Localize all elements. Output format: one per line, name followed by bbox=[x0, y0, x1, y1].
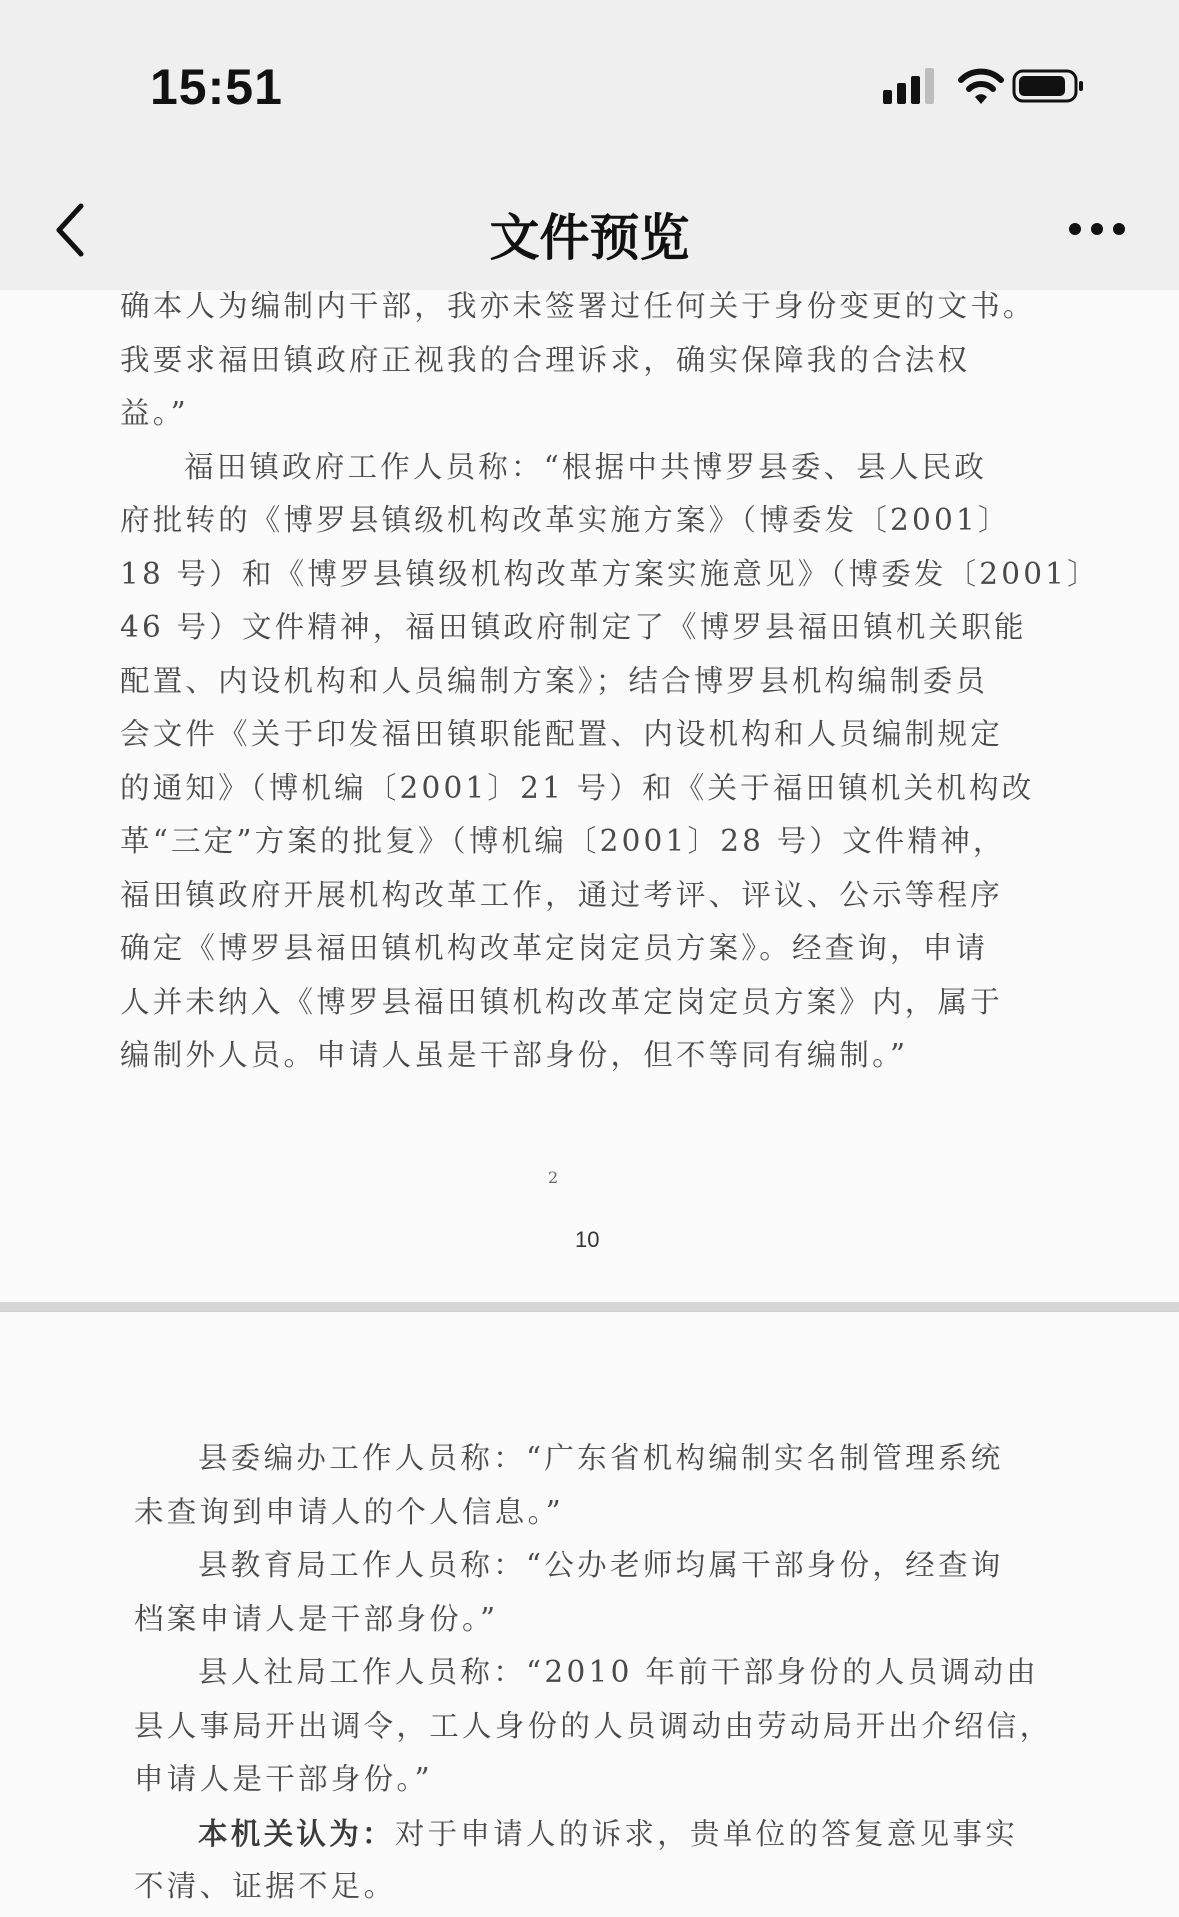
text-line: 申请人是干部身份。” bbox=[134, 1762, 433, 1796]
conclusion-line bbox=[134, 1807, 1052, 1861]
page-divider bbox=[0, 1302, 1179, 1312]
text-line: 46 号）文件精神，福田镇政府制定了《博罗县福田镇机关职能 bbox=[120, 610, 1027, 644]
text-line: 福田镇政府开展机构改革工作，通过考评、评议、公示等程序 bbox=[120, 877, 1003, 912]
text-line: 编制外人员。申请人虽是干部身份，但不等同有编制。” bbox=[120, 1038, 909, 1072]
battery-icon bbox=[1014, 71, 1083, 101]
text-line: 会文件《关于印发福田镇职能配置、内设机构和人员编制规定 bbox=[120, 717, 1003, 751]
text-line: 县委编办工作人员称：“广东省机构编制实名制管理系统 bbox=[198, 1441, 1004, 1475]
conclusion-text: 对于申请人的诉求，贵单位的答复意见事实 bbox=[394, 1816, 1019, 1851]
page-footer-small: 2 bbox=[548, 1168, 559, 1187]
text-line: 县教育局工作人员称：“公办老师均属干部身份，经查询 bbox=[198, 1548, 1004, 1582]
text-line: 确定《博罗县福田镇机构改革定岗定员方案》。经查询，申请 bbox=[120, 931, 989, 965]
status-time: 15:51 bbox=[150, 59, 283, 115]
document-page bbox=[0, 290, 1179, 1302]
more-horizontal-icon bbox=[1067, 222, 1127, 236]
text-line: 福田镇政府工作人员称：“根据中共博罗县委、县人民政 bbox=[184, 449, 988, 484]
document-viewer[interactable] bbox=[0, 290, 1179, 1917]
text-line: 县人社局工作人员称：“2010 年前干部身份的人员调动由 bbox=[198, 1655, 1039, 1689]
text-line: 革“三定”方案的批复》（博机编〔2001〕28 号）文件精神， bbox=[120, 824, 1006, 858]
signal-icon bbox=[883, 68, 934, 104]
text-line: 县人事局开出调令，工人身份的人员调动由劳动局开出介绍信， bbox=[134, 1708, 1053, 1743]
document-page bbox=[0, 1312, 1179, 1917]
wifi-icon bbox=[961, 72, 1001, 104]
page-body bbox=[120, 290, 1100, 1083]
text-line: 人并未纳入《博罗县福田镇机构改革定岗定员方案》内，属于 bbox=[120, 984, 1003, 1019]
text-line: 益。” bbox=[120, 396, 189, 430]
status-icons bbox=[883, 66, 1083, 106]
conclusion-label: 本机关认为： bbox=[198, 1815, 395, 1851]
page-number: 10 bbox=[575, 1227, 600, 1252]
text-line: 未查询到申请人的个人信息。” bbox=[134, 1494, 565, 1529]
page-title: 文件预览 bbox=[489, 209, 690, 267]
text-line: 确本人为编制内干部，我亦未签署过任何关于身份变更的文书。 bbox=[120, 290, 1036, 323]
text-line: 我要求福田镇政府正视我的合理诉求，确实保障我的合法权 bbox=[120, 342, 971, 377]
text-line: 不清、证据不足。 bbox=[134, 1869, 397, 1903]
text-line: 配置、内设机构和人员编制方案》；结合博罗县机构编制委员 bbox=[120, 663, 989, 698]
status-bar bbox=[0, 0, 1179, 170]
text-line: 18 号）和《博罗县镇级机构改革方案实施意见》（博委发〔2001〕 bbox=[120, 556, 1100, 591]
nav-bar bbox=[0, 170, 1179, 290]
text-line: 档案申请人是干部身份。” bbox=[134, 1601, 499, 1636]
text-line: 府批转的《博罗县镇级机构改革实施方案》（博委发〔2001〕 bbox=[120, 503, 1011, 537]
page-body bbox=[134, 1432, 1052, 1914]
text-line: 的通知》（博机编〔2001〕21 号）和《关于福田镇机关机构改 bbox=[120, 770, 1035, 805]
more-button[interactable] bbox=[1057, 204, 1137, 254]
